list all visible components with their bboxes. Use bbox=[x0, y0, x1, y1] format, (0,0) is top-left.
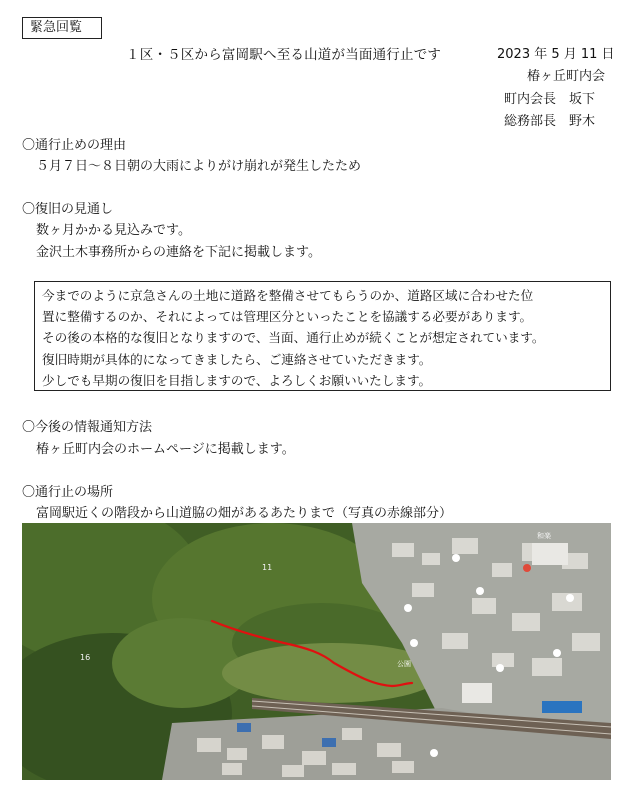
aerial-photo bbox=[22, 523, 611, 780]
map-label-11: 11 bbox=[262, 563, 273, 572]
recovery-text-1: 数ヶ月かかる見込みです。 bbox=[36, 223, 191, 238]
notice-line: 復旧時期が具体的になってきましたら、ご連絡させていただきます。 bbox=[42, 351, 432, 367]
section-heading-reason: 〇通行止めの理由 bbox=[22, 138, 127, 153]
office-notice-box bbox=[34, 281, 611, 391]
map-label-16: 16 bbox=[80, 653, 91, 662]
map-label-park: 公園 bbox=[397, 660, 411, 668]
reason-text: ５月７日～８日朝の大雨によりがけ崩れが発生したため bbox=[36, 159, 362, 174]
location-text: 富岡駅近くの階段から山道脇の畑があるあたりまで（写真の赤線部分） bbox=[36, 506, 453, 521]
notice-line: 少しでも早期の復旧を目指しますので、よろしくお願いいたします。 bbox=[42, 372, 432, 388]
organization-name: 椿ヶ丘町内会 bbox=[527, 69, 606, 84]
map-label-waraku: 和楽 bbox=[537, 532, 551, 540]
notice-line: その後の本格的な復旧となりますので、当面、通行止めが続くことが想定されています。 bbox=[42, 330, 545, 346]
section-heading-location: 〇通行止の場所 bbox=[22, 485, 114, 500]
urgent-badge: 緊急回覧 bbox=[22, 17, 102, 39]
section-heading-info: 〇今後の情報通知方法 bbox=[22, 420, 153, 435]
signer-chairman: 町内会長 坂下 bbox=[504, 92, 596, 107]
issue-date: 2023 年 5 月 11 日 bbox=[497, 47, 615, 62]
section-heading-recovery: 〇復旧の見通し bbox=[22, 202, 114, 217]
notice-title: １区・５区から富岡駅へ至る山道が当面通行止です bbox=[126, 47, 442, 63]
notice-line: 今までのように京急さんの土地に道路を整備させてもらうのか、道路区域に合わせた位 bbox=[42, 288, 534, 303]
recovery-text-2: 金沢土木事務所からの連絡を下記に掲載します。 bbox=[36, 245, 321, 260]
signer-general-affairs: 総務部長 野木 bbox=[504, 114, 596, 129]
notice-line: 置に整備するのか、それによっては管理区分といったことを協議する必要があります。 bbox=[42, 309, 533, 325]
info-text: 椿ヶ丘町内会のホームページに掲載します。 bbox=[36, 442, 295, 457]
